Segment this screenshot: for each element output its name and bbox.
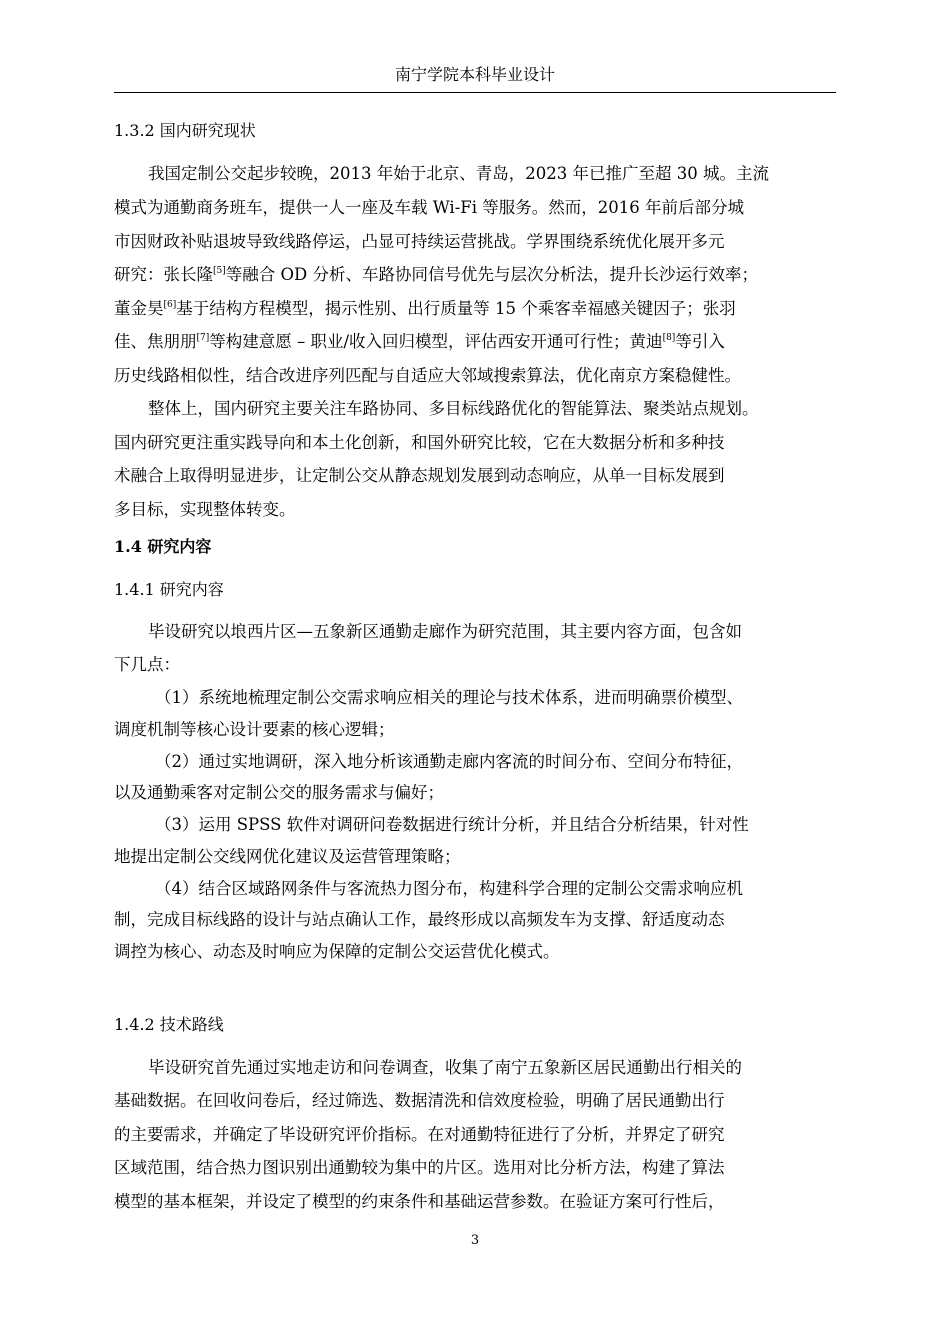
paragraph-line: 术融合上取得明显进步，让定制公交从静态规划发展到动态响应，从单一目标发展到 [114,466,725,485]
list-item-line: 调控为核心、动态及时响应为保障的定制公交运营优化模式。 [114,942,560,961]
paragraph-line: 市因财政补贴退坡导致线路停运，凸显可持续运营挑战。学界围绕系统优化展开多元 [114,232,725,251]
citation-ref: [7] [196,333,210,343]
list-item-line: 调度机制等核心设计要素的核心逻辑； [114,720,395,739]
page-header [114,62,836,93]
list-item-line: （4）结合区域路网条件与客流热力图分布，构建科学合理的定制公交需求响应机 [155,879,743,898]
citation-ref: [6] [163,300,177,310]
paragraph-line: 的主要需求，并确定了毕设研究评价指标。在对通勤特征进行了分析，并界定了研究 [114,1125,725,1144]
list-item-line: （1）系统地梳理定制公交需求响应相关的理论与技术体系，进而明确票价模型、 [155,688,743,707]
text-run: 基于结构方程模型，揭示性别、出行质量等 15 个乘客幸福感关键因子；张羽 [176,299,736,318]
text-run: 等引入 [675,332,725,351]
paragraph-line: 多目标，实现整体转变。 [114,500,296,519]
section-heading-1-4: 1.4 研究内容 [114,537,212,556]
paragraph-line [114,264,758,286]
paragraph-line [114,298,736,320]
paragraph-line: 模型的基本框架，并设定了模型的约束条件和基础运营参数。在验证方案可行性后， [114,1192,725,1211]
section-heading-1-4-2: 1.4.2 技术路线 [114,1015,224,1034]
paragraph-line: 国内研究更注重实践导向和本土化创新，和国外研究比较，它在大数据分析和多种技 [114,433,725,452]
header-title: 南宁学院本科毕业设计 [394,65,555,84]
paragraph-line: 毕设研究以埌西片区—五象新区通勤走廊作为研究范围，其主要内容方面，包含如 [148,622,742,641]
list-item-line: （3）运用 SPSS 软件对调研问卷数据进行统计分析，并且结合分析结果，针对性 [155,815,749,834]
paragraph-line: 基础数据。在回收问卷后，经过筛选、数据清洗和信效度检验，明确了居民通勤出行 [114,1091,725,1110]
paragraph-line: 我国定制公交起步较晚，2013 年始于北京、青岛，2023 年已推广至超 30 城。主流 [148,164,769,183]
paragraph-line [114,331,725,353]
paragraph-line: 整体上，国内研究主要关注车路协同、多目标线路优化的智能算法、聚类站点规划。 [148,399,759,418]
paragraph-line: 历史线路相似性，结合改进序列匹配与自适应大邻域搜索算法，优化南京方案稳健性。 [114,366,741,385]
section-heading-1-3-2: 1.3.2 国内研究现状 [114,121,256,140]
page-number: 3 [470,1233,480,1248]
text-run: 董金昊 [114,299,164,318]
list-item-line: 以及通勤乘客对定制公交的服务需求与偏好； [114,783,444,802]
text-run: 等融合 OD 分析、车路协同信号优先与层次分析法，提升长沙运行效率； [225,265,758,284]
list-item-line: （2）通过实地调研，深入地分析该通勤走廊内客流的时间分布、空间分布特征， [155,752,743,771]
paragraph-line: 毕设研究首先通过实地走访和问卷调查，收集了南宁五象新区居民通勤出行相关的 [148,1058,742,1077]
list-item-line: 地提出定制公交线网优化建议及运营管理策略； [114,847,461,866]
list-item-line: 制，完成目标线路的设计与站点确认工作，最终形成以高频发车为支撑、舒适度动态 [114,910,725,929]
text-run: 研究：张长隆 [114,265,213,284]
paragraph-line: 模式为通勤商务班车，提供一人一座及车载 Wi-Fi 等服务。然而，2016 年前后部分城 [114,198,744,217]
text-run: 佳、焦朋朋 [114,332,197,351]
text-run: 等构建意愿 – 职业/收入回归模型，评估西安开通可行性；黄迪 [209,332,663,351]
section-heading-1-4-1: 1.4.1 研究内容 [114,580,224,599]
paragraph-line: 下几点： [114,655,180,674]
citation-ref: [5] [213,266,226,276]
paragraph-line: 区域范围，结合热力图识别出通勤较为集中的片区。选用对比分析方法，构建了算法 [114,1158,725,1177]
citation-ref: [8] [662,333,676,343]
